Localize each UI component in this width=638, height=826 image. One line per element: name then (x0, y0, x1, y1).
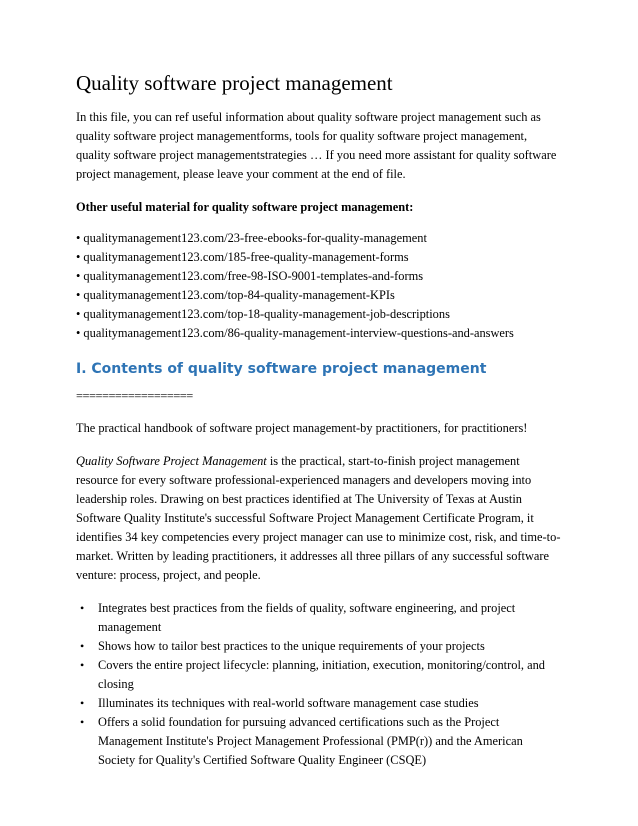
section-heading: I. Contents of quality software project management (76, 361, 487, 377)
description-text: is the practical, start-to-finish project management resource for every software professional-experienced managers and developers moving into leadership roles. Drawing on best practices identified at The University of Texas at Austin Software Quality Institute's successful Software Project Management Certificate Program, it identifies 34 key competencies every project manager can use to minimize cost, risk, and time-to-market. Written by leading practitioners, it addresses all three pillars of any successful software venture: process, project, and people. (76, 454, 561, 582)
feature-item (80, 694, 562, 713)
bullet-icon: • (80, 601, 85, 615)
bullet-icon: • (80, 696, 85, 710)
resource-link[interactable]: • qualitymanagement123.com/top-18-quality-management-job-descriptions (76, 307, 450, 321)
resource-link[interactable]: • qualitymanagement123.com/185-free-quality-management-forms (76, 250, 409, 264)
resource-link[interactable]: • qualitymanagement123.com/23-free-ebooks-for-quality-management (76, 231, 427, 245)
feature-text: Shows how to tailor best practices to the unique requirements of your projects (98, 639, 485, 653)
book-title: Quality Software Project Management (76, 454, 267, 468)
feature-item (80, 637, 562, 656)
other-material-heading: Other useful material for quality software project management: (76, 200, 414, 214)
feature-text: Offers a solid foundation for pursuing advanced certifications such as the Project Management Institute's Project Management Professional (PMP(r)) and the American Society for Quality's Certified Software Quality Engineer (CSQE) (98, 715, 523, 767)
bullet-icon: • (80, 715, 85, 729)
bullet-icon: • (80, 639, 85, 653)
feature-text: Integrates best practices from the fields of quality, software engineering, and project management (98, 601, 516, 634)
intro-paragraph: In this file, you can ref useful information about quality software project management such as quality software project managementforms, tools for quality software project management, quality software project managementstrategies … If you need more assistant for quality software project management, please leave your comment at the end of file. (76, 110, 557, 181)
feature-item (80, 713, 562, 770)
resource-link[interactable]: • qualitymanagement123.com/top-84-quality-management-KPIs (76, 288, 395, 302)
separator-rule: ================== (76, 389, 193, 403)
description-paragraph (76, 452, 562, 585)
feature-item (80, 656, 562, 694)
feature-text: Illuminates its techniques with real-world software management case studies (98, 696, 479, 710)
page-title: Quality software project management (76, 71, 393, 95)
resource-link[interactable]: • qualitymanagement123.com/86-quality-management-interview-questions-and-answers (76, 326, 514, 340)
feature-item (80, 599, 562, 637)
bullet-icon: • (80, 658, 85, 672)
feature-list (76, 599, 562, 770)
handbook-line: The practical handbook of software project management-by practitioners, for practitioners! (76, 421, 528, 435)
feature-text: Covers the entire project lifecycle: planning, initiation, execution, monitoring/control, and closing (98, 658, 545, 691)
resource-link-list (76, 229, 562, 343)
resource-link[interactable]: • qualitymanagement123.com/free-98-ISO-9001-templates-and-forms (76, 269, 424, 283)
